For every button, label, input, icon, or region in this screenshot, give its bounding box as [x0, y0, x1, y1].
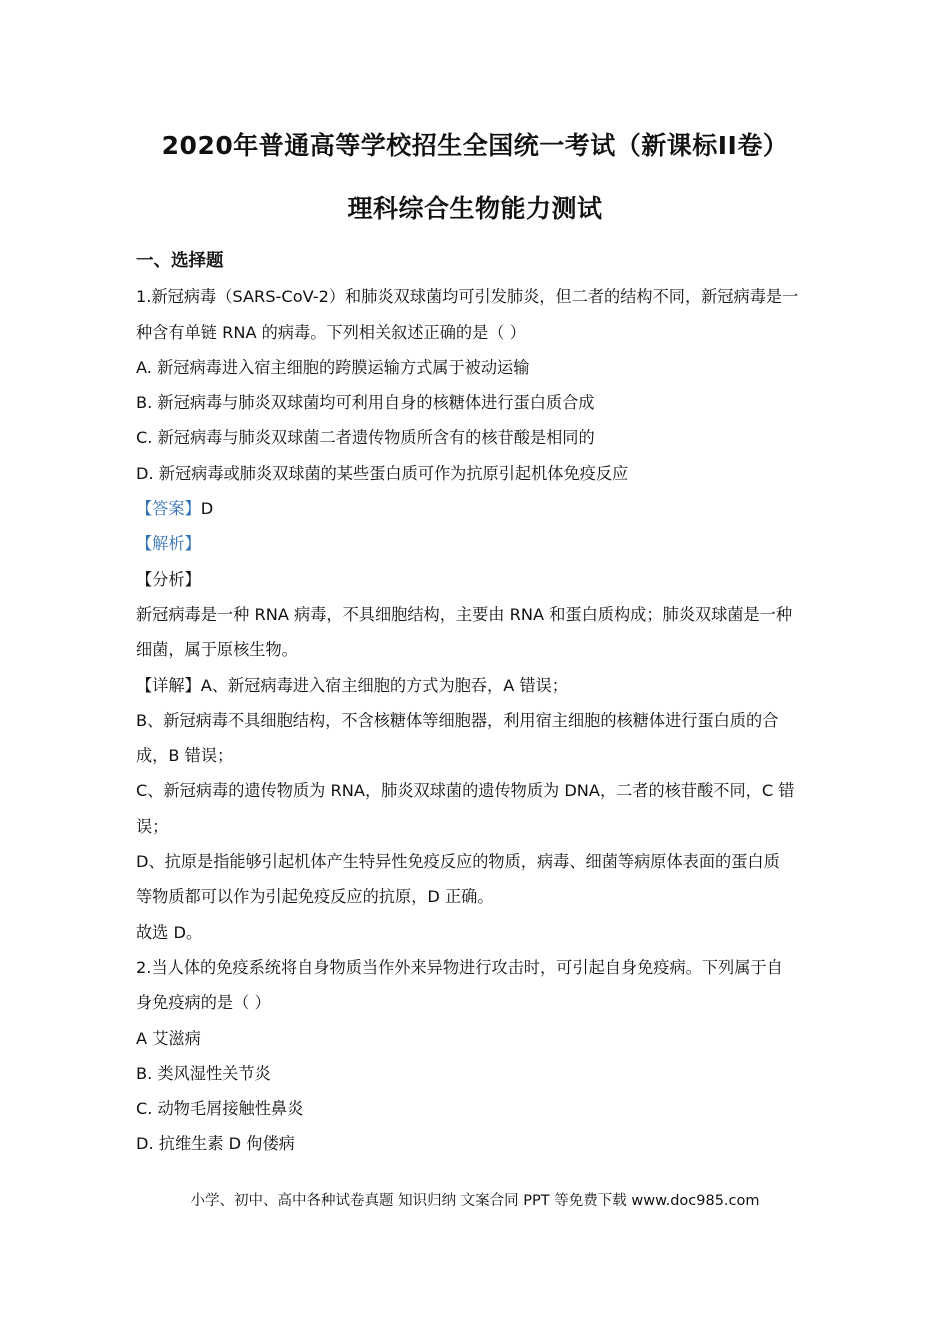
analysis-tag: 【解析】: [136, 534, 201, 554]
footer-text: 小学、初中、高中各种试卷真题 知识归纳 文案合同 PPT 等免费下载 www.doc985.com: [190, 1193, 760, 1209]
detail-text: B、新冠病毒不具细胞结构，不含核糖体等细胞器，利用宿主细胞的核糖体进行蛋白质的合: [136, 710, 779, 730]
option-a: A. 新冠病毒进入宿主细胞的跨膜运输方式属于被动运输: [136, 357, 530, 377]
option-c: C. 新冠病毒与肺炎双球菌二者遗传物质所含有的核苷酸是相同的: [136, 428, 595, 448]
option-d: D. 新冠病毒或肺炎双球菌的某些蛋白质可作为抗原引起机体免疫反应: [136, 463, 629, 483]
exam-title: 2020年普通高等学校招生全国统一考试（新课标II卷）: [161, 131, 789, 160]
answer-line: [136, 491, 816, 526]
question-stem: 种含有单链 RNA 的病毒。下列相关叙述正确的是（ ）: [136, 322, 526, 342]
option-b: B. 类风湿性关节炎: [136, 1063, 271, 1083]
question-1: [136, 279, 816, 950]
detail-text: D、抗原是指能够引起机体产生特异性免疫反应的物质，病毒、细菌等病原体表面的蛋白质: [136, 852, 780, 872]
detail-text: 误；: [136, 816, 169, 836]
fenxi-tag: 【分析】: [136, 569, 201, 589]
question-stem: 身免疫病的是（ ）: [136, 993, 271, 1013]
detail-text: 等物质都可以作为引起免疫反应的抗原，D 正确。: [136, 887, 494, 907]
option-c: C. 动物毛屑接触性鼻炎: [136, 1099, 304, 1119]
answer-tag: 【答案】: [136, 499, 201, 519]
section-heading: 一、选择题: [136, 251, 224, 271]
question-stem: 2.当人体的免疫系统将自身物质当作外来异物进行攻击时，可引起自身免疫病。下列属于自: [136, 957, 783, 977]
option-a: A 艾滋病: [136, 1028, 201, 1048]
question-2: [136, 950, 816, 1162]
answer-value: D: [200, 499, 214, 519]
document-body: [136, 244, 816, 1162]
option-d: D. 抗维生素 D 佝偻病: [136, 1134, 295, 1154]
exam-subtitle: 理科综合生物能力测试: [347, 194, 603, 223]
detail-text: 【详解】A、新冠病毒进入宿主细胞的方式为胞吞，A 错误；: [136, 675, 568, 695]
conclusion-text: 故选 D。: [136, 922, 203, 942]
option-b: B. 新冠病毒与肺炎双球菌均可利用自身的核糖体进行蛋白质合成: [136, 393, 595, 413]
detail-text: 成，B 错误；: [136, 746, 234, 766]
analysis-text: 细菌，属于原核生物。: [136, 640, 298, 660]
detail-text: C、新冠病毒的遗传物质为 RNA，肺炎双球菌的遗传物质为 DNA，二者的核苷酸不同，C 错: [136, 781, 795, 801]
analysis-text: 新冠病毒是一种 RNA 病毒，不具细胞结构，主要由 RNA 和蛋白质构成；肺炎双球菌是一种: [136, 604, 793, 624]
question-stem: 1.新冠病毒（SARS-CoV-2）和肺炎双球菌均可引发肺炎，但二者的结构不同，新冠病毒是一: [136, 287, 799, 307]
